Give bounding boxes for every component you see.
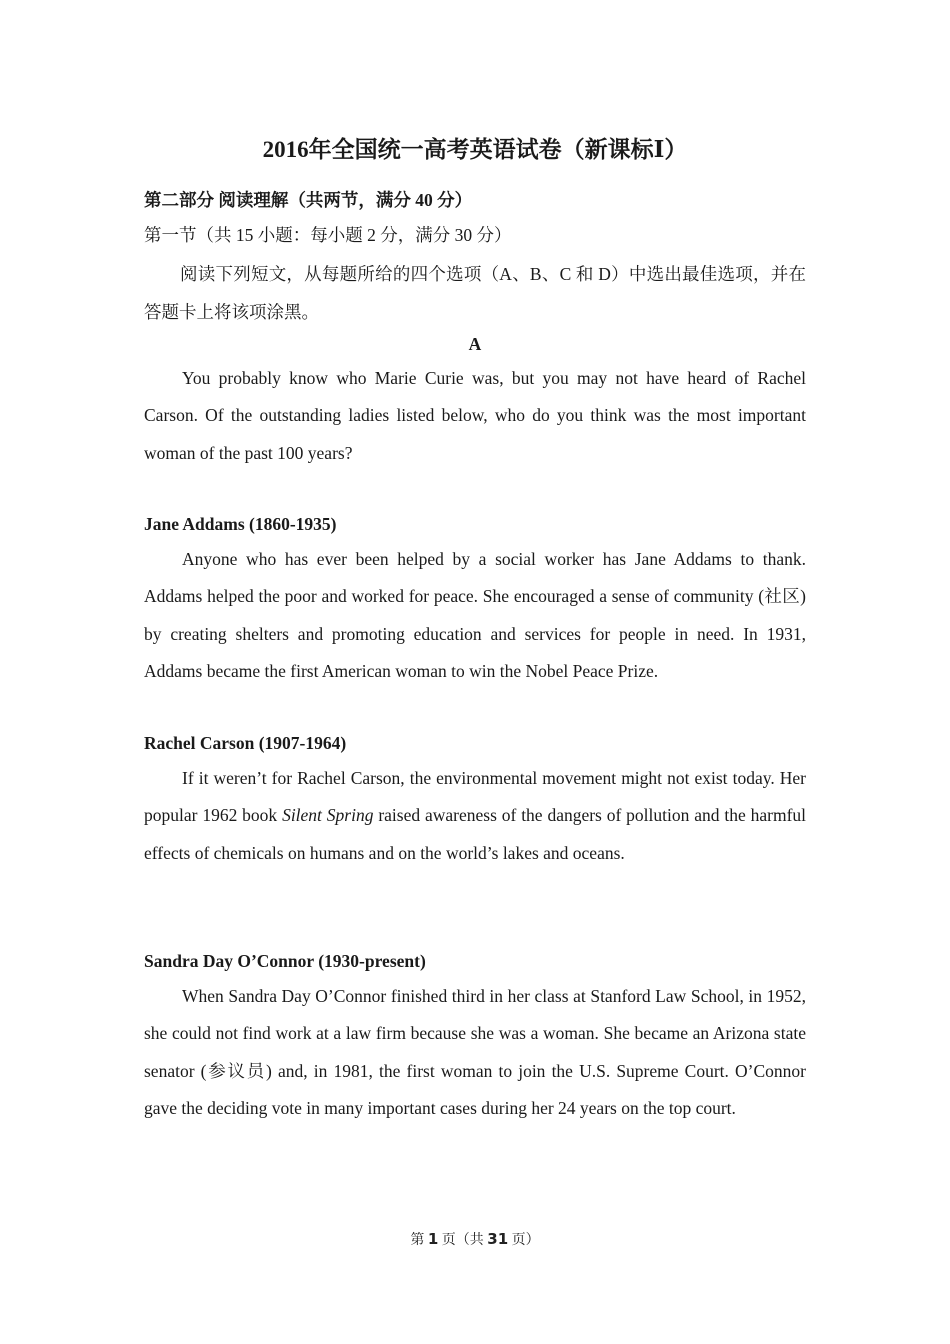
- book-title: Silent Spring: [282, 805, 374, 826]
- page-title: 2016年全国统一高考英语试卷（新课标Ⅰ）: [262, 137, 688, 162]
- section-heading-oconnor: Sandra Day O’Connor (1930-present): [144, 951, 426, 971]
- section-heading-addams: Jane Addams (1860-1935): [144, 514, 337, 534]
- footer-suffix: 页）: [508, 1233, 540, 1248]
- page-footer: [0, 1228, 950, 1252]
- intro-paragraph: You probably know who Marie Curie was, but you may not have heard of Rachel Carson. Of the outstanding ladies listed below, who do you think was the most important woman of the past 100 years?: [144, 368, 806, 463]
- section-text-carson: [144, 760, 806, 872]
- section-heading-carson: Rachel Carson (1907-1964): [144, 733, 347, 753]
- page-number: 1: [427, 1230, 439, 1248]
- footer-prefix: 第: [410, 1233, 428, 1248]
- carson-text-before: If it weren’t for Rachel Carson, the environmental movement might not exist today. Her popular 1962 book: [144, 768, 806, 826]
- instruction-text: 阅读下列短文，从每题所给的四个选项（A、B、C 和 D）中选出最佳选项，并在答题卡上将该项涂黑。: [144, 264, 806, 322]
- footer-middle: 页（共: [438, 1233, 488, 1248]
- section-note: 第一节（共 15 小题：每小题 2 分，满分 30 分）: [144, 225, 512, 245]
- section-text-oconnor: When Sandra Day O’Connor finished third in her class at Stanford Law School, in 1952, she could not find work at a law firm because she was a woman. She became an Arizona state senator (参议员) and, in 1981, the first woman to join the U.S. Supreme Court. O’Connor gave the deciding vote in many important cases during her 24 years on the top court.: [144, 986, 806, 1118]
- page-total: 31: [487, 1230, 509, 1248]
- section-text-addams: Anyone who has ever been helped by a social worker has Jane Addams to thank. Addams helped the poor and worked for peace. She encouraged a sense of community (社区) by creating shelters and promoting education and services for people in need. In 1931, Addams became the first American woman to win the Nobel Peace Prize.: [144, 549, 806, 681]
- passage-letter: A: [468, 334, 482, 354]
- part-heading: 第二部分 阅读理解（共两节，满分 40 分）: [144, 190, 473, 210]
- carson-text-after: raised awareness of the dangers of pollution and the harmful effects of chemicals on humans and on the world’s lakes and oceans.: [144, 805, 807, 863]
